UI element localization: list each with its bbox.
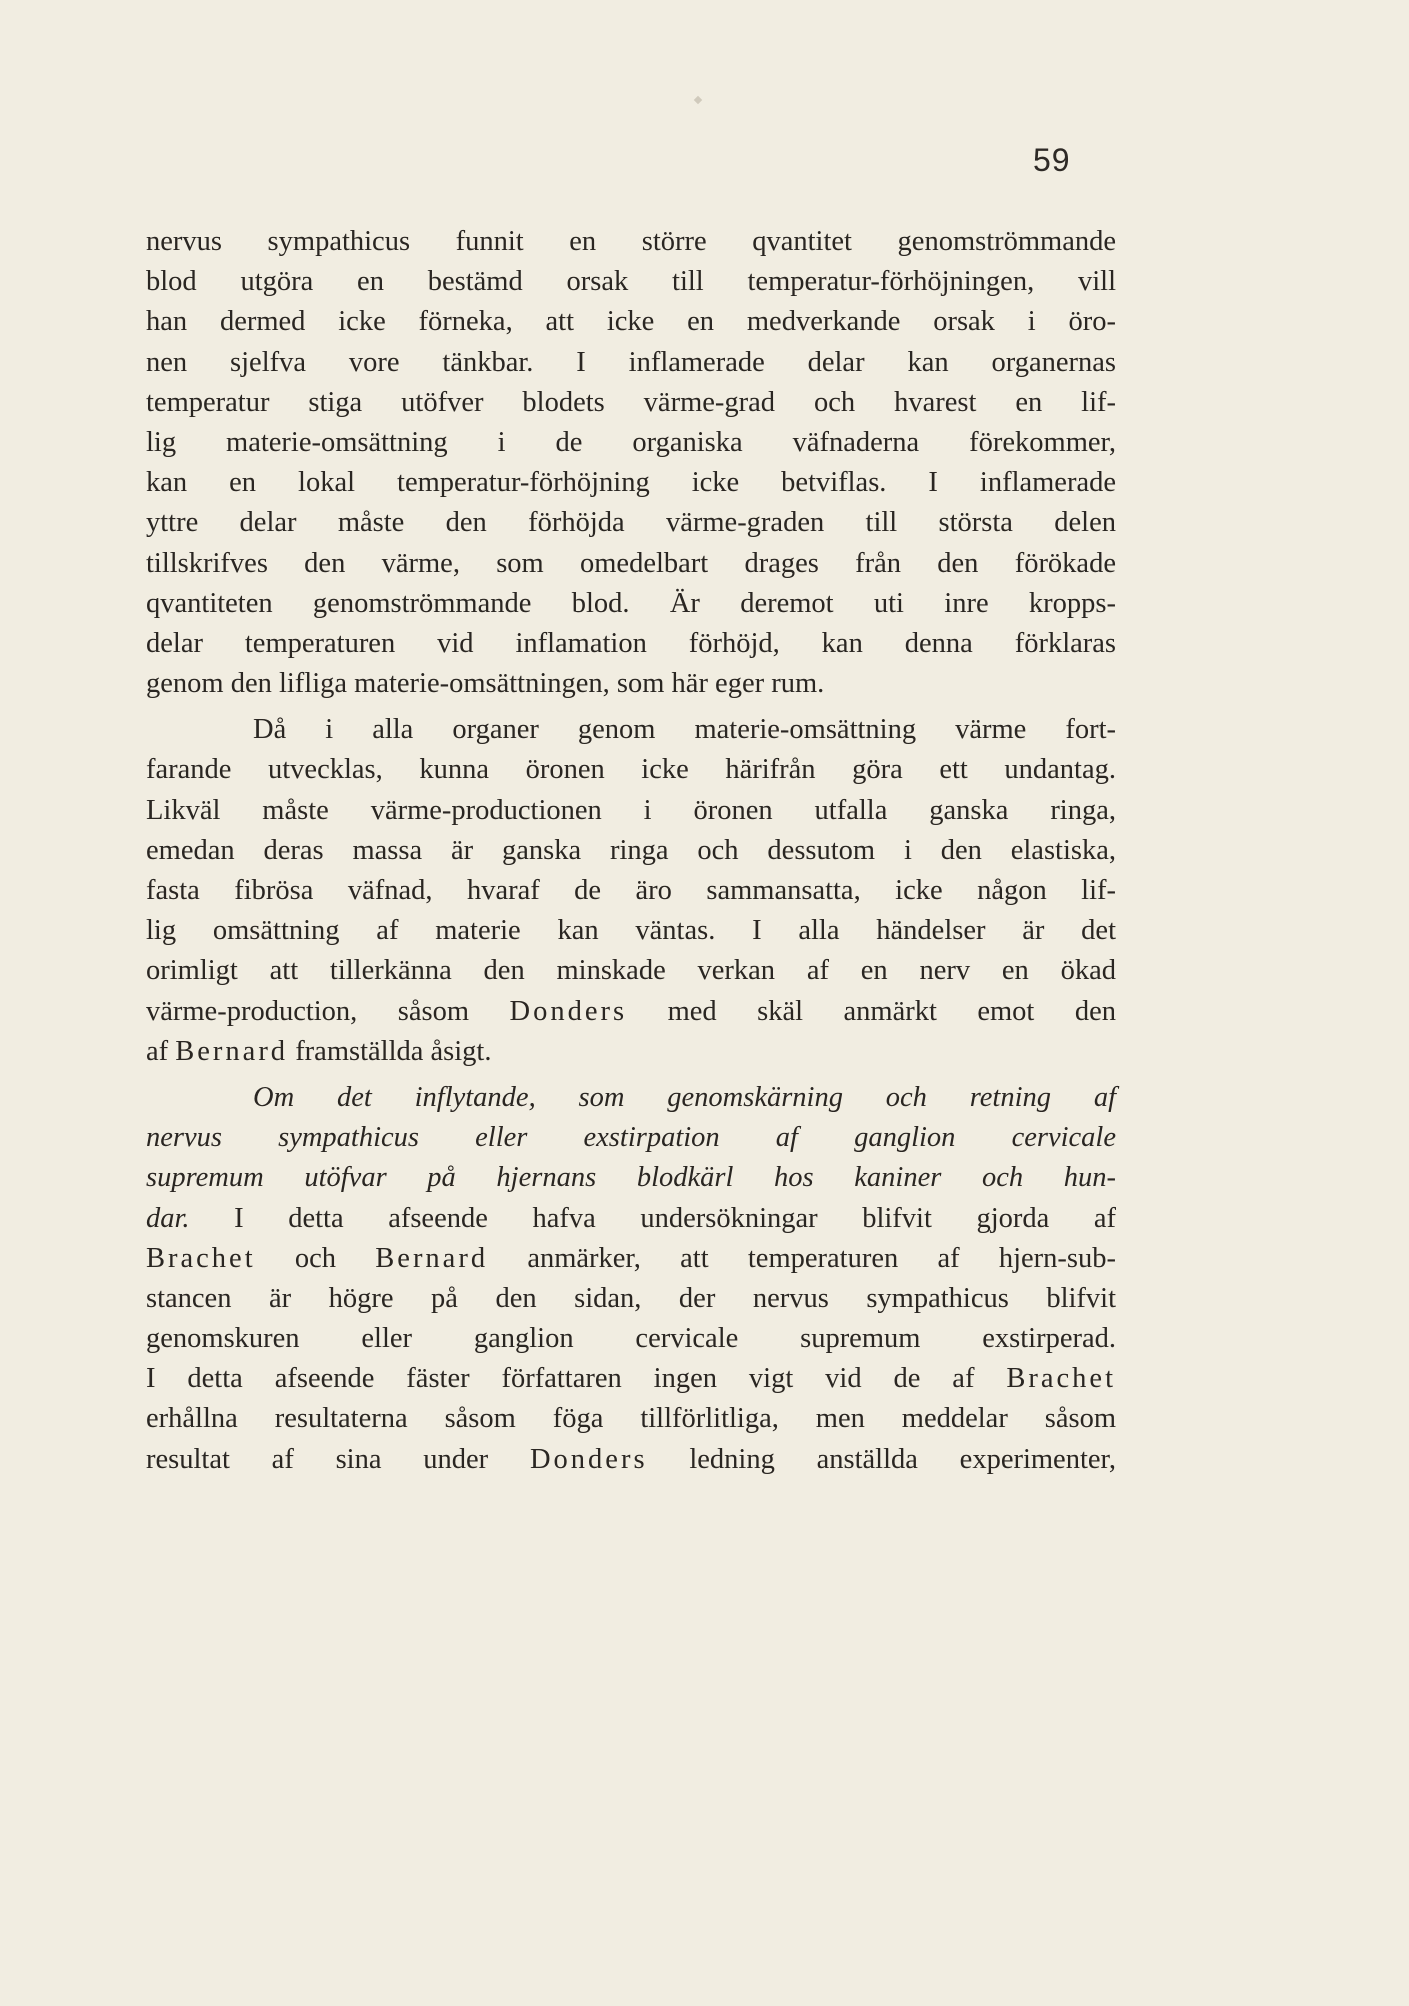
text-line — [146, 1199, 1116, 1239]
paper-speck — [694, 96, 702, 104]
text-segment: framställda åsigt. — [288, 1035, 492, 1067]
text-line: kan en lokal temperatur-förhöjning icke betviflas. I inflamerade — [146, 467, 1116, 499]
section-heading-line: Om det inflytande, som genomskärning och retning af — [253, 1081, 1116, 1113]
text-line: fasta fibrösa väfnad, hvaraf de äro sammansatta, icke någon lif- — [146, 875, 1116, 906]
text-line: temperatur stiga utöfver blodets värme-grad och hvarest en lif- — [146, 386, 1116, 418]
text-line: Då i alla organer genom materie-omsättning värme fort- — [253, 714, 1116, 746]
section-heading-line: nervus sympathicus eller exstirpation af ganglion cervicale — [146, 1122, 1116, 1154]
text-line: erhållna resultaterna såsom föga tillförlitliga, men meddelar såsom — [146, 1403, 1116, 1435]
text-segment: värme-production, såsom — [146, 995, 510, 1027]
text-segment: ledning anställda experimenter, — [647, 1443, 1116, 1475]
author-name: Donders — [529, 1443, 648, 1475]
text-segment: anmärker, att temperaturen af hjern-sub- — [488, 1242, 1116, 1274]
text-line: qvantiteten genomströmmande blod. Är deremot uti inre kropps- — [146, 587, 1116, 619]
text-line: emedan deras massa är ganska ringa och dessutom i den elastiska, — [146, 834, 1116, 866]
text-line: lig materie-omsättning i de organiska väfnaderna förekommer, — [146, 426, 1116, 458]
text-line — [146, 1440, 1116, 1480]
text-segment: med skäl anmärkt emot den — [627, 995, 1116, 1027]
text-line: Likväl måste värme-productionen i öronen utfalla ganska ringa, — [146, 794, 1116, 826]
text-segment: I detta afseende hafva undersökningar blifvit gjorda af — [189, 1202, 1116, 1234]
text-line: tillskrifves den värme, som omedelbart drages från den förökade — [146, 547, 1116, 579]
text-line — [146, 1032, 1116, 1072]
text-line: genom den lifliga materie-omsättningen, som här eger rum. — [146, 668, 825, 700]
text-line: han dermed icke förneka, att icke en medverkande orsak i öro- — [146, 306, 1116, 338]
text-line: stancen är högre på den sidan, der nervus sympathicus blifvit — [146, 1282, 1116, 1314]
author-name: Donders — [509, 995, 628, 1027]
text-segment: I detta afseende fäster författaren ingen vigt vid de af — [146, 1363, 1007, 1395]
text-segment: af — [146, 1035, 176, 1067]
text-line: yttre delar måste den förhöjda värme-graden till största delen — [146, 507, 1116, 539]
page-number: 59 — [1033, 142, 1071, 178]
author-name: Brachet — [1006, 1363, 1116, 1395]
text-line: farande utvecklas, kunna öronen icke härifrån göra ett undantag. — [146, 754, 1116, 786]
text-segment: resultat af sina under — [146, 1443, 530, 1475]
text-line: blod utgöra en bestämd orsak till temperatur-förhöjningen, vill — [146, 266, 1116, 298]
section-heading-line: supremum utöfvar på hjernans blodkärl hos kaniner och hun- — [146, 1162, 1116, 1194]
text-line: delar temperaturen vid inflamation förhöjd, kan denna förklaras — [146, 627, 1116, 659]
text-line: genomskuren eller ganglion cervicale supremum exstirperad. — [146, 1323, 1116, 1355]
text-line — [146, 992, 1116, 1032]
text-line — [146, 1359, 1116, 1399]
text-segment: och — [255, 1242, 376, 1274]
text-line: nervus sympathicus funnit en större qvantitet genomströmmande — [146, 226, 1116, 257]
text-line — [146, 1239, 1116, 1279]
paragraph-2 — [146, 710, 1116, 1072]
text-line: nen sjelfva vore tänkbar. I inflamerade delar kan organernas — [146, 346, 1116, 378]
text-line: orimligt att tillerkänna den minskade verkan af en nerv en ökad — [146, 955, 1116, 987]
page-body — [146, 222, 1116, 1480]
section-heading-end: dar. — [146, 1202, 190, 1234]
paragraph-3 — [146, 1078, 1116, 1480]
paragraph-1 — [146, 222, 1116, 704]
text-line: lig omsättning af materie kan väntas. I alla händelser är det — [146, 915, 1116, 947]
author-name: Bernard — [175, 1035, 289, 1067]
author-name: Brachet — [146, 1242, 256, 1274]
author-name: Bernard — [375, 1242, 489, 1274]
